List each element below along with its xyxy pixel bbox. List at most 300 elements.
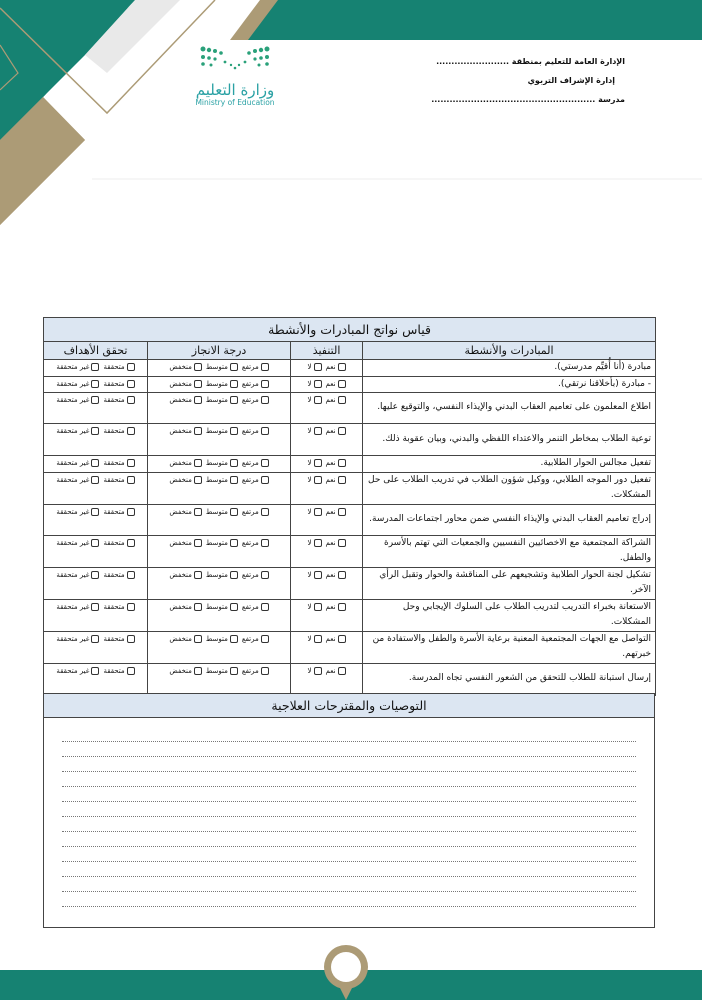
writing-line[interactable] [62,771,636,772]
option-label: لا [307,396,312,404]
execution-cell [291,360,363,377]
goal-option[interactable] [56,508,99,516]
option-label: متحققة [103,363,125,371]
goal-option[interactable] [56,380,99,388]
logo-english: Ministry of Education [195,98,275,107]
col-achievement: درجة الانجاز [148,342,291,360]
checkbox[interactable] [194,508,202,516]
checkbox[interactable] [127,459,135,467]
execution-option[interactable] [326,427,346,435]
checkbox[interactable] [261,508,269,516]
achievement-option[interactable] [206,635,238,643]
option-label: لا [307,379,312,388]
achievement-option[interactable] [242,476,269,484]
checkbox[interactable] [91,476,99,484]
checkbox[interactable] [127,603,135,611]
goal-option[interactable] [103,571,134,579]
writing-line[interactable] [62,801,636,802]
option-label: غير متحققة [56,363,90,371]
option-label: منخفض [169,602,192,611]
checkbox[interactable] [194,476,202,484]
option-label: متوسط [205,363,228,371]
checkbox[interactable] [261,635,269,643]
option-label: مرتفع [241,363,259,371]
option-label: منخفض [169,459,192,467]
goals-cell [44,567,148,599]
achievement-cell [148,663,291,695]
checkbox[interactable] [338,667,346,675]
checkbox[interactable] [91,508,99,516]
checkbox[interactable] [194,459,202,467]
checkbox[interactable] [230,459,238,467]
activity-cell: - مبادرة (بأخلاقنا نرتقي). [363,376,656,393]
checkbox[interactable] [338,603,346,611]
option-label: غير متحققة [56,570,90,579]
achievement-option[interactable] [206,667,238,675]
activity-cell: تفعيل مجالس الحوار الطلابية. [363,456,656,473]
goal-option[interactable] [56,667,99,675]
checkbox[interactable] [230,380,238,388]
option-label: نعم [325,459,336,467]
writing-line[interactable] [62,741,636,742]
checkbox[interactable] [338,571,346,579]
option-label: منخفض [169,427,192,435]
execution-option[interactable] [326,571,346,579]
option-label: منخفض [169,363,192,371]
checkbox[interactable] [194,380,202,388]
option-label: نعم [325,570,336,579]
achievement-option[interactable] [242,571,269,579]
achievement-cell [148,376,291,393]
goals-cell [44,424,148,456]
checkbox[interactable] [338,380,346,388]
option-label: نعم [325,396,336,404]
checkbox[interactable] [314,667,322,675]
option-label: لا [307,538,312,547]
execution-option[interactable] [326,363,346,371]
table-row [44,504,656,535]
recommendations-box [43,693,655,928]
activities-table [43,317,656,696]
achievement-option[interactable] [169,459,202,467]
checkbox[interactable] [314,476,322,484]
checkbox[interactable] [127,476,135,484]
goals-cell [44,631,148,663]
checkbox[interactable] [91,571,99,579]
checkbox[interactable] [91,635,99,643]
checkbox[interactable] [338,508,346,516]
achievement-option[interactable] [206,396,238,404]
checkbox[interactable] [127,539,135,547]
option-label: متحققة [103,666,125,675]
table-row [44,424,656,456]
execution-cell [291,567,363,599]
checkbox[interactable] [91,427,99,435]
execution-option[interactable] [308,363,322,371]
execution-cell [291,504,363,535]
checkbox[interactable] [127,427,135,435]
achievement-cell [148,360,291,377]
option-label: غير متحققة [56,538,90,547]
achievement-cell [148,472,291,504]
achievement-option[interactable] [206,571,238,579]
option-label: لا [307,602,312,611]
header-directorate: الإدارة العامة للتعليم بمنطقة ........................ [436,57,625,66]
achievement-option[interactable] [242,667,269,675]
goals-cell [44,472,148,504]
goal-option[interactable] [103,508,134,516]
option-label: نعم [325,634,336,643]
checkbox[interactable] [314,571,322,579]
achievement-option[interactable] [169,508,202,516]
goal-option[interactable] [56,635,99,643]
achievement-option[interactable] [169,539,202,547]
execution-cell [291,631,363,663]
ministry-logo [190,44,280,107]
option-label: لا [307,634,312,643]
activity-cell: إدراج تعاميم العقاب البدني والإيذاء النفسي ضمن محاور اجتماعات المدرسة. [363,504,656,535]
achievement-option[interactable] [206,476,238,484]
checkbox[interactable] [194,667,202,675]
writing-line[interactable] [62,891,636,892]
goal-option[interactable] [56,476,99,484]
checkbox[interactable] [194,539,202,547]
activity-cell: توعية الطلاب بمخاطر التنمر والاعتداء اللفظي والبدني، وبيان عقوبة ذلك. [363,424,656,456]
achievement-cell [148,424,291,456]
execution-option[interactable] [308,508,322,516]
table-row [44,599,656,631]
goals-cell [44,599,148,631]
achievement-option[interactable] [169,427,202,435]
writing-line[interactable] [62,816,636,817]
option-label: مرتفع [241,570,259,579]
execution-option[interactable] [308,427,322,435]
checkbox[interactable] [127,571,135,579]
execution-option[interactable] [326,459,346,467]
goals-cell [44,456,148,473]
writing-line[interactable] [62,876,636,877]
option-label: غير متحققة [56,379,90,388]
option-label: منخفض [169,475,192,484]
checkbox[interactable] [230,508,238,516]
table-row [44,535,656,567]
checkbox[interactable] [338,363,346,371]
execution-option[interactable] [308,635,322,643]
option-label: لا [307,427,312,435]
option-label: غير متحققة [56,427,90,435]
execution-option[interactable] [308,539,322,547]
execution-cell [291,535,363,567]
option-label: لا [307,459,312,467]
execution-cell [291,456,363,473]
option-label: غير متحققة [56,396,90,404]
goal-option[interactable] [56,539,99,547]
checkbox[interactable] [230,363,238,371]
goals-cell [44,504,148,535]
checkbox[interactable] [230,539,238,547]
goal-option[interactable] [103,363,134,371]
goal-option[interactable] [56,459,99,467]
goal-option[interactable] [103,396,134,404]
goals-cell [44,360,148,377]
option-label: غير متحققة [56,634,90,643]
checkbox[interactable] [127,667,135,675]
writing-line[interactable] [62,831,636,832]
execution-option[interactable] [308,476,322,484]
option-label: متوسط [205,379,228,388]
execution-cell [291,393,363,424]
checkbox[interactable] [91,380,99,388]
option-label: مرتفع [241,459,259,467]
writing-line[interactable] [62,786,636,787]
option-label: غير متحققة [56,507,90,516]
checkbox[interactable] [230,571,238,579]
writing-line[interactable] [62,861,636,862]
goal-option[interactable] [56,603,99,611]
achievement-option[interactable] [206,427,238,435]
table-row [44,472,656,504]
execution-option[interactable] [326,396,346,404]
goal-option[interactable] [103,427,134,435]
checkbox[interactable] [261,380,269,388]
checkbox[interactable] [314,363,322,371]
writing-line[interactable] [62,756,636,757]
option-label: نعم [325,427,336,435]
execution-option[interactable] [308,571,322,579]
checkbox[interactable] [314,508,322,516]
checkbox[interactable] [194,603,202,611]
achievement-option[interactable] [206,459,238,467]
option-label: متحققة [103,427,125,435]
checkbox[interactable] [127,508,135,516]
achievement-option[interactable] [242,459,269,467]
achievement-option[interactable] [242,363,269,371]
option-label: مرتفع [241,396,259,404]
achievement-option[interactable] [169,476,202,484]
header-supervision: إدارة الإشراف التربوي [527,76,615,85]
goals-cell [44,393,148,424]
header-school: مدرسة ...................................................... [431,95,625,104]
execution-option[interactable] [308,396,322,404]
option-label: مرتفع [241,602,259,611]
checkbox[interactable] [314,396,322,404]
execution-option[interactable] [326,539,346,547]
checkbox[interactable] [261,396,269,404]
goal-option[interactable] [103,539,134,547]
checkbox[interactable] [314,603,322,611]
option-label: متحققة [103,570,125,579]
checkbox[interactable] [261,603,269,611]
document-header [425,52,625,109]
goal-option[interactable] [103,380,134,388]
achievement-option[interactable] [206,363,238,371]
checkbox[interactable] [127,380,135,388]
option-label: لا [307,475,312,484]
option-label: لا [307,363,312,371]
option-label: متوسط [205,396,228,404]
option-label: نعم [325,475,336,484]
table-row [44,456,656,473]
option-label: غير متحققة [56,475,90,484]
writing-line[interactable] [62,906,636,907]
option-label: منخفض [169,396,192,404]
checkbox[interactable] [91,603,99,611]
achievement-option[interactable] [206,539,238,547]
checkbox[interactable] [91,539,99,547]
checkbox[interactable] [314,539,322,547]
option-label: نعم [325,379,336,388]
achievement-option[interactable] [242,635,269,643]
achievement-option[interactable] [242,427,269,435]
checkbox[interactable] [338,635,346,643]
goal-option[interactable] [56,571,99,579]
checkbox[interactable] [261,427,269,435]
achievement-option[interactable] [242,603,269,611]
option-label: غير متحققة [56,666,90,675]
goal-option[interactable] [103,635,134,643]
option-label: نعم [325,507,336,516]
option-label: لا [307,570,312,579]
option-label: متوسط [205,634,228,643]
checkbox[interactable] [230,427,238,435]
achievement-option[interactable] [169,635,202,643]
checkbox[interactable] [338,476,346,484]
checkbox[interactable] [314,427,322,435]
checkbox[interactable] [261,476,269,484]
option-label: مرتفع [241,475,259,484]
checkbox[interactable] [261,363,269,371]
achievement-option[interactable] [169,396,202,404]
achievement-option[interactable] [206,508,238,516]
checkbox[interactable] [338,459,346,467]
goal-option[interactable] [103,603,134,611]
checkbox[interactable] [194,635,202,643]
option-label: متوسط [205,666,228,675]
achievement-option[interactable] [169,571,202,579]
achievement-option[interactable] [242,539,269,547]
checkbox[interactable] [230,635,238,643]
execution-option[interactable] [326,603,346,611]
option-label: متوسط [205,602,228,611]
achievement-option[interactable] [242,380,269,388]
execution-option[interactable] [326,635,346,643]
goals-cell [44,663,148,695]
checkbox[interactable] [261,539,269,547]
execution-option[interactable] [308,459,322,467]
option-label: منخفض [169,570,192,579]
checkbox[interactable] [91,363,99,371]
checkbox[interactable] [194,427,202,435]
option-label: متحققة [103,602,125,611]
achievement-cell [148,535,291,567]
achievement-option[interactable] [206,380,238,388]
goal-option[interactable] [56,363,99,371]
checkbox[interactable] [314,459,322,467]
option-label: متوسط [205,507,228,516]
option-label: متحققة [103,475,125,484]
checkbox[interactable] [261,459,269,467]
checkbox[interactable] [338,427,346,435]
achievement-option[interactable] [169,363,202,371]
option-label: منخفض [169,538,192,547]
option-label: نعم [325,666,336,675]
goal-option[interactable] [56,396,99,404]
achievement-option[interactable] [169,603,202,611]
goal-option[interactable] [56,427,99,435]
checkbox[interactable] [230,476,238,484]
achievement-cell [148,567,291,599]
activity-cell: مبادرة (أنا أُقيِّم مدرستي). [363,360,656,377]
checkbox[interactable] [261,667,269,675]
checkbox[interactable] [127,635,135,643]
checkbox[interactable] [261,571,269,579]
activity-cell: إرسال استبانة للطلاب للتحقق من الشعور النفسي تجاه المدرسة. [363,663,656,695]
goal-option[interactable] [103,459,134,467]
option-label: متوسط [205,538,228,547]
col-execution: التنفيذ [291,342,363,360]
execution-option[interactable] [326,476,346,484]
recommendations-title: التوصيات والمقترحات العلاجية [44,694,654,718]
checkbox[interactable] [314,635,322,643]
option-label: متوسط [205,459,228,467]
checkbox[interactable] [194,363,202,371]
execution-option[interactable] [326,380,346,388]
checkbox[interactable] [91,667,99,675]
checkbox[interactable] [230,396,238,404]
achievement-option[interactable] [242,508,269,516]
achievement-cell [148,456,291,473]
checkbox[interactable] [230,603,238,611]
checkbox[interactable] [91,459,99,467]
achievement-option[interactable] [206,603,238,611]
achievement-option[interactable] [169,380,202,388]
col-goals: تحقق الأهداف [44,342,148,360]
execution-cell [291,424,363,456]
option-label: منخفض [169,666,192,675]
goal-option[interactable] [103,667,134,675]
writing-line[interactable] [62,846,636,847]
checkbox[interactable] [127,363,135,371]
option-label: غير متحققة [56,459,90,467]
execution-option[interactable] [326,508,346,516]
col-activities: المبادرات والأنشطة [363,342,656,360]
execution-option[interactable] [308,380,322,388]
checkbox[interactable] [314,380,322,388]
option-label: متحققة [103,396,125,404]
checkbox[interactable] [127,396,135,404]
execution-option[interactable] [326,667,346,675]
execution-option[interactable] [308,667,322,675]
table-row [44,376,656,393]
option-label: نعم [325,538,336,547]
achievement-option[interactable] [242,396,269,404]
checkbox[interactable] [338,396,346,404]
checkbox[interactable] [91,396,99,404]
table-title: قياس نواتج المبادرات والأنشطة [44,318,656,342]
checkbox[interactable] [194,396,202,404]
execution-option[interactable] [308,603,322,611]
checkbox[interactable] [338,539,346,547]
option-label: غير متحققة [56,602,90,611]
checkbox[interactable] [230,667,238,675]
achievement-cell [148,599,291,631]
logo-dots-icon [195,44,275,72]
goal-option[interactable] [103,476,134,484]
option-label: متوسط [205,475,228,484]
checkbox[interactable] [194,571,202,579]
option-label: متحققة [103,459,125,467]
achievement-option[interactable] [169,667,202,675]
